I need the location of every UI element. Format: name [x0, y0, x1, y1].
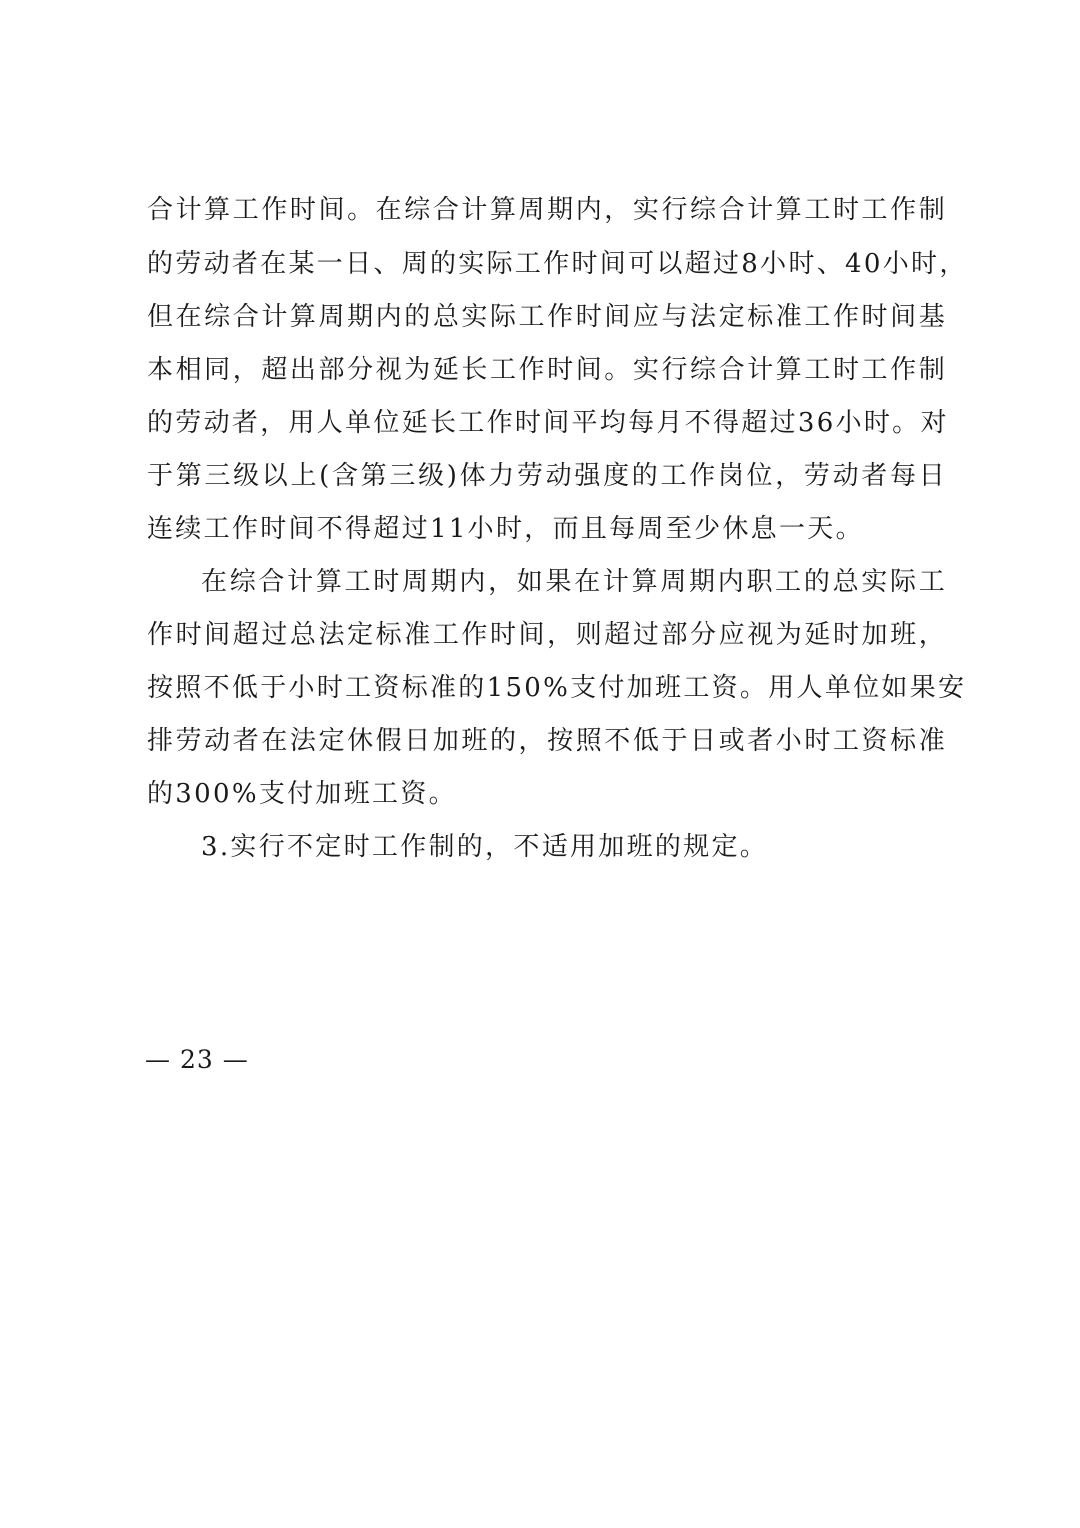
paragraph-1-line-4: 本相同，超出部分视为延长工作时间。实行综合计算工时工作制: [147, 355, 947, 385]
paragraph-1-line-6: 于第三级以上(含第三级)体力劳动强度的工作岗位，劳动者每日: [147, 461, 947, 491]
paragraph-1-line-5: 的劳动者，用人单位延长工作时间平均每月不得超过36小时。对: [147, 408, 949, 438]
paragraph-2-line-3: 按照不低于小时工资标准的150%支付加班工资。用人单位如果安: [147, 673, 967, 703]
paragraph-1-line-1: 合计算工作时间。在综合计算周期内，实行综合计算工时工作制: [147, 195, 947, 225]
paragraph-2-line-5: 的300%支付加班工资。: [147, 779, 457, 809]
paragraph-1-line-3: 但在综合计算周期内的总实际工作时间应与法定标准工作时间基: [147, 302, 947, 332]
paragraph-2-line-2: 作时间超过总法定标准工作时间，则超过部分应视为延时加班，: [147, 620, 947, 650]
paragraph-1-line-2: 的劳动者在某一日、周的实际工作时间可以超过8小时、40小时，: [147, 249, 968, 279]
paragraph-2-line-4: 排劳动者在法定休假日加班的，按照不低于日或者小时工资标准: [147, 726, 947, 756]
paragraph-2-line-1: 在综合计算工时周期内，如果在计算周期内职工的总实际工: [201, 567, 947, 597]
paragraph-1-line-7: 连续工作时间不得超过11小时，而且每周至少休息一天。: [147, 514, 864, 544]
page-number: — 23 —: [145, 1045, 249, 1074]
paragraph-3-line-1: 3.实行不定时工作制的，不适用加班的规定。: [201, 832, 769, 862]
